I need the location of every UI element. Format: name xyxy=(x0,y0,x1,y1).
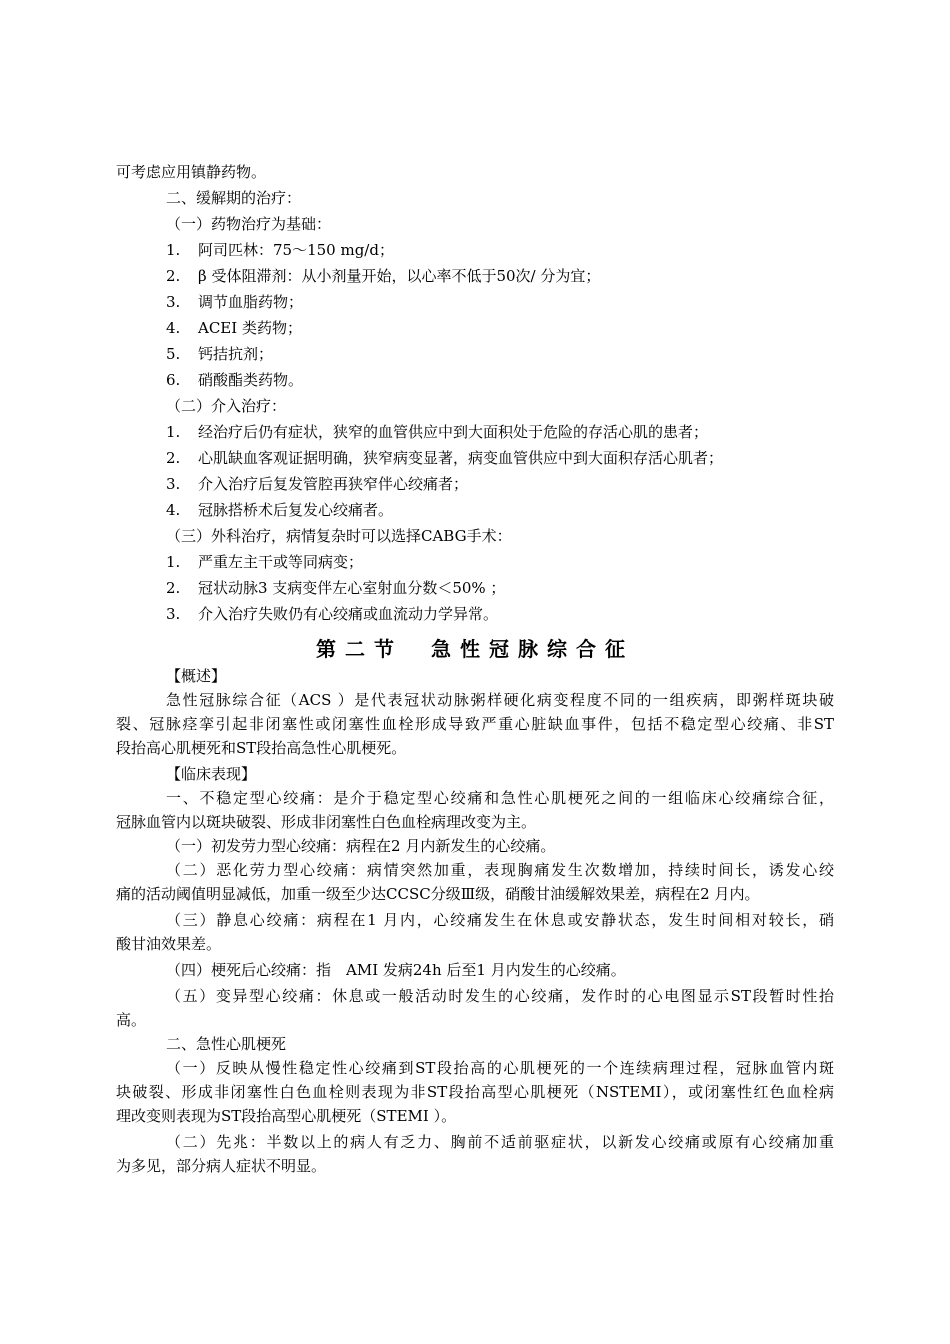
paragraph-line: 痛的活动阈值明显减低，加重一级至少达CCSC分级Ⅲ级，硝酸甘油缓解效果差，病程在2 月内。 xyxy=(116,885,760,903)
remission-treatment-title: 二、缓解期的治疗： xyxy=(166,189,302,207)
paragraph-line: 酸甘油效果差。 xyxy=(116,935,222,953)
paragraph-line: 一、不稳定型心绞痛：是介于稳定型心绞痛和急性心肌梗死之间的一组临床心绞痛综合征， xyxy=(166,789,834,807)
paragraph-line: （一）反映从慢性稳定性心绞痛到ST段抬高的心肌梗死的一个连续病理过程，冠脉血管内斑 xyxy=(166,1059,834,1077)
paragraph-line: 为多见，部分病人症状不明显。 xyxy=(116,1157,327,1175)
list-item: 4. ACEI 类药物； xyxy=(166,319,302,337)
list-item: 3. 介入治疗失败仍有心绞痛或血流动力学异常。 xyxy=(166,605,499,623)
paragraph-line: （四）梗死后心绞痛：指 AMI 发病24h 后至1 月内发生的心绞痛。 xyxy=(166,961,626,979)
paragraph-line: （五）变异型心绞痛：休息或一般活动时发生的心绞痛，发作时的心电图显示ST段暂时性抬 xyxy=(166,987,834,1005)
paragraph-line: 段抬高心肌梗死和ST段抬高急性心肌梗死。 xyxy=(116,739,407,757)
section-heading xyxy=(0,636,950,662)
paragraph-line: （二）恶化劳力型心绞痛：病情突然加重，表现胸痛发生次数增加，持续时间长，诱发心绞 xyxy=(166,861,834,879)
list-item: 2. 心肌缺血客观证据明确，狭窄病变显著，病变血管供应中到大面积存活心肌者； xyxy=(166,449,724,467)
surgical-heading: （三）外科治疗，病情复杂时可以选择CABG手术： xyxy=(166,527,512,545)
list-item: 5. 钙拮抗剂； xyxy=(166,345,274,363)
paragraph-line: 冠脉血管内以斑块破裂、形成非闭塞性白色血栓病理改变为主。 xyxy=(116,813,537,831)
list-item: 1. 严重左主干或等同病变； xyxy=(166,553,364,571)
paragraph-line: 急性冠脉综合征（ACS ）是代表冠状动脉粥样硬化病变程度不同的一组疾病，即粥样斑块破 xyxy=(166,691,834,709)
list-item: 2. 冠状动脉3 支病变伴左心室射血分数＜50% ； xyxy=(166,579,506,597)
paragraph-line: 高。 xyxy=(116,1011,147,1029)
continuation-text: 可考虑应用镇静药物。 xyxy=(116,163,267,181)
list-item: 1. 经治疗后仍有症状，狭窄的血管供应中到大面积处于危险的存活心肌的患者； xyxy=(166,423,709,441)
list-item: 2. β 受体阻滞剂：从小剂量开始，以心率不低于50次/ 分为宜； xyxy=(166,267,601,285)
drug-therapy-heading: （一）药物治疗为基础： xyxy=(166,215,332,233)
paragraph-line: （三）静息心绞痛：病程在1 月内，心绞痛发生在休息或安静状态，发生时间相对较长，硝 xyxy=(166,911,834,929)
paragraph-line: 块破裂、形成非闭塞性白色血栓则表现为非ST段抬高型心肌梗死（NSTEMI），或闭塞性红色血栓病 xyxy=(116,1083,834,1101)
ami-title: 二、急性心肌梗死 xyxy=(166,1035,287,1053)
list-item: 6. 硝酸酯类药物。 xyxy=(166,371,304,389)
list-item: 4. 冠脉搭桥术后复发心绞痛者。 xyxy=(166,501,394,519)
overview-label: 【概述】 xyxy=(166,667,227,685)
paragraph-line: 裂、冠脉痉挛引起非闭塞性或闭塞性血栓形成导致严重心脏缺血事件，包括不稳定型心绞痛、非ST xyxy=(116,715,834,733)
section-number: 第二节 xyxy=(316,637,403,661)
section-title: 急性冠脉综合征 xyxy=(431,637,634,661)
paragraph-line: （一）初发劳力型心绞痛：病程在2 月内新发生的心绞痛。 xyxy=(166,837,556,855)
list-item: 3. 调节血脂药物； xyxy=(166,293,304,311)
interventional-heading: （二）介入治疗： xyxy=(166,397,287,415)
paragraph-line: （二）先兆：半数以上的病人有乏力、胸前不适前驱症状，以新发心绞痛或原有心绞痛加重 xyxy=(166,1133,834,1151)
clinical-label: 【临床表现】 xyxy=(166,765,257,783)
paragraph-line: 理改变则表现为ST段抬高型心肌梗死（STEMI ）。 xyxy=(116,1107,457,1125)
list-item: 1. 阿司匹林：75～150 mg/d； xyxy=(166,241,394,259)
list-item: 3. 介入治疗后复发管腔再狭窄伴心绞痛者； xyxy=(166,475,469,493)
